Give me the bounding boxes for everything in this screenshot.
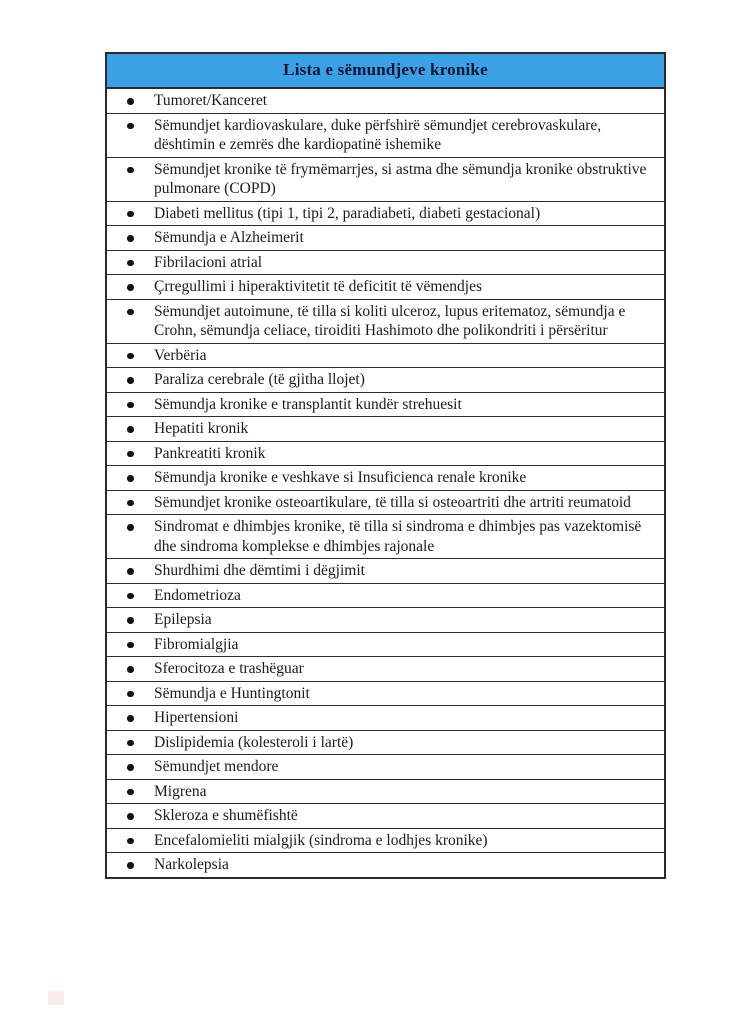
- bullet-icon: [107, 468, 154, 482]
- bullet-icon: [107, 561, 154, 575]
- list-item: [107, 853, 664, 877]
- bullet-icon: [107, 684, 154, 698]
- bullet-icon: [107, 277, 154, 291]
- bullet-icon: [107, 610, 154, 624]
- list-item: [107, 251, 664, 276]
- list-item: [107, 275, 664, 300]
- list-item-label: Çrregullimi i hiperaktivitetit të deficitit të vëmendjes: [154, 278, 482, 295]
- list-item: [107, 158, 664, 202]
- bullet-icon: [107, 302, 154, 316]
- bullet-icon: [107, 855, 154, 869]
- bullet-icon: [107, 586, 154, 600]
- list-item: [107, 780, 664, 805]
- list-item: [107, 466, 664, 491]
- list-item: [107, 515, 664, 559]
- bullet-icon: [107, 370, 154, 384]
- list-item-label: Tumoret/Kanceret: [154, 92, 268, 109]
- list-item: [107, 682, 664, 707]
- bullet-icon: [107, 116, 154, 130]
- list-item: [107, 114, 664, 158]
- list-item-label: Skleroza e shumëfishtë: [154, 807, 298, 824]
- list-item: [107, 417, 664, 442]
- list-item: [107, 368, 664, 393]
- list-item-label: Sëmundjet kardiovaskulare, duke përfshirë sëmundjet cerebrovaskulare, dështimin e zemrës dhe kardiopatinë ishemike: [154, 116, 602, 153]
- scan-smudge-artifact: [48, 991, 64, 1005]
- list-item: [107, 804, 664, 829]
- bullet-icon: [107, 708, 154, 722]
- bullet-icon: [107, 395, 154, 409]
- list-item-label: Hipertensioni: [154, 709, 239, 726]
- list-item: [107, 608, 664, 633]
- list-item-label: Dislipidemia (kolesteroli i lartë): [154, 733, 354, 751]
- bullet-icon: [107, 782, 154, 796]
- list-item: [107, 344, 664, 369]
- bullet-icon: [107, 253, 154, 267]
- list-item-label: Sferocitoza e trashëguar: [154, 660, 304, 677]
- list-item-label: Sëmundjet autoimune, të tilla si koliti ulceroz, lupus eritematoz, sëmundja e Crohn, sëmundja celiace, tiroiditi Hashimoto dhe polikondriti i përsëritur: [154, 302, 626, 339]
- list-item: [107, 755, 664, 780]
- list-item-label: Sëmundja kronike e veshkave si Insuficienca renale kronike: [154, 469, 527, 486]
- list-item-label: Sëmundjet mendore: [154, 758, 279, 775]
- bullet-icon: [107, 91, 154, 105]
- list-item: [107, 633, 664, 658]
- bullet-icon: [107, 831, 154, 845]
- list-item: [107, 559, 664, 584]
- list-item-label: Hepatiti kronik: [154, 420, 249, 437]
- bullet-icon: [107, 757, 154, 771]
- list-item-label: Endometrioza: [154, 586, 241, 604]
- bullet-icon: [107, 517, 154, 531]
- list-item-label: Narkolepsia: [154, 856, 229, 873]
- list-item: [107, 657, 664, 682]
- table-title: Lista e sëmundjeve kronike: [283, 60, 488, 79]
- bullet-icon: [107, 444, 154, 458]
- list-item-label: Sëmundjet kronike të frymëmarrjes, si astma dhe sëmundja kronike obstruktive pulmonare (COPD): [154, 160, 647, 197]
- list-item: [107, 89, 664, 114]
- list-item-label: Sëmundja kronike e transplantit kundër strehuesit: [154, 395, 462, 413]
- list-item-label: Sëmundja e Huntingtonit: [154, 684, 310, 702]
- bullet-icon: [107, 204, 154, 218]
- bullet-icon: [107, 659, 154, 673]
- bullet-icon: [107, 160, 154, 174]
- bullet-icon: [107, 493, 154, 507]
- list-item-label: Sëmundjet kronike osteoartikulare, të tilla si osteoartriti dhe artriti reumatoid: [154, 493, 631, 511]
- bullet-icon: [107, 806, 154, 820]
- list-item-label: Migrena: [154, 782, 207, 800]
- list-item-label: Epilepsia: [154, 611, 212, 628]
- list-item-label: Sëmundja e Alzheimerit: [154, 229, 304, 246]
- list-item-label: Shurdhimi dhe dëmtimi i dëgjimit: [154, 562, 365, 579]
- list-item-label: Paraliza cerebrale (të gjitha llojet): [154, 371, 365, 388]
- list-item: [107, 491, 664, 516]
- list-item: [107, 731, 664, 756]
- chronic-disease-table: [105, 52, 666, 879]
- bullet-icon: [107, 635, 154, 649]
- list-item: [107, 300, 664, 344]
- list-item-label: Fibrilacioni atrial: [154, 253, 263, 271]
- list-item: [107, 829, 664, 854]
- list-item: [107, 584, 664, 609]
- list-item-label: Fibromialgjia: [154, 635, 239, 653]
- list-item: [107, 226, 664, 251]
- list-item-label: Pankreatiti kronik: [154, 444, 266, 462]
- list-item: [107, 706, 664, 731]
- list-item: [107, 442, 664, 467]
- bullet-icon: [107, 733, 154, 747]
- list-item-label: Diabeti mellitus (tipi 1, tipi 2, paradiabeti, diabeti gestacional): [154, 204, 541, 222]
- table-header: [107, 54, 664, 89]
- list-item-label: Verbëria: [154, 346, 207, 364]
- bullet-icon: [107, 228, 154, 242]
- bullet-icon: [107, 346, 154, 360]
- list-item-label: Sindromat e dhimbjes kronike, të tilla si sindroma e dhimbjes pas vazektomisë dhe sindroma komplekse e dhimbjes rajonale: [154, 518, 642, 555]
- list-item: [107, 393, 664, 418]
- list-item: [107, 202, 664, 227]
- list-item-label: Encefalomieliti mialgjik (sindroma e lodhjes kronike): [154, 831, 488, 849]
- bullet-icon: [107, 419, 154, 433]
